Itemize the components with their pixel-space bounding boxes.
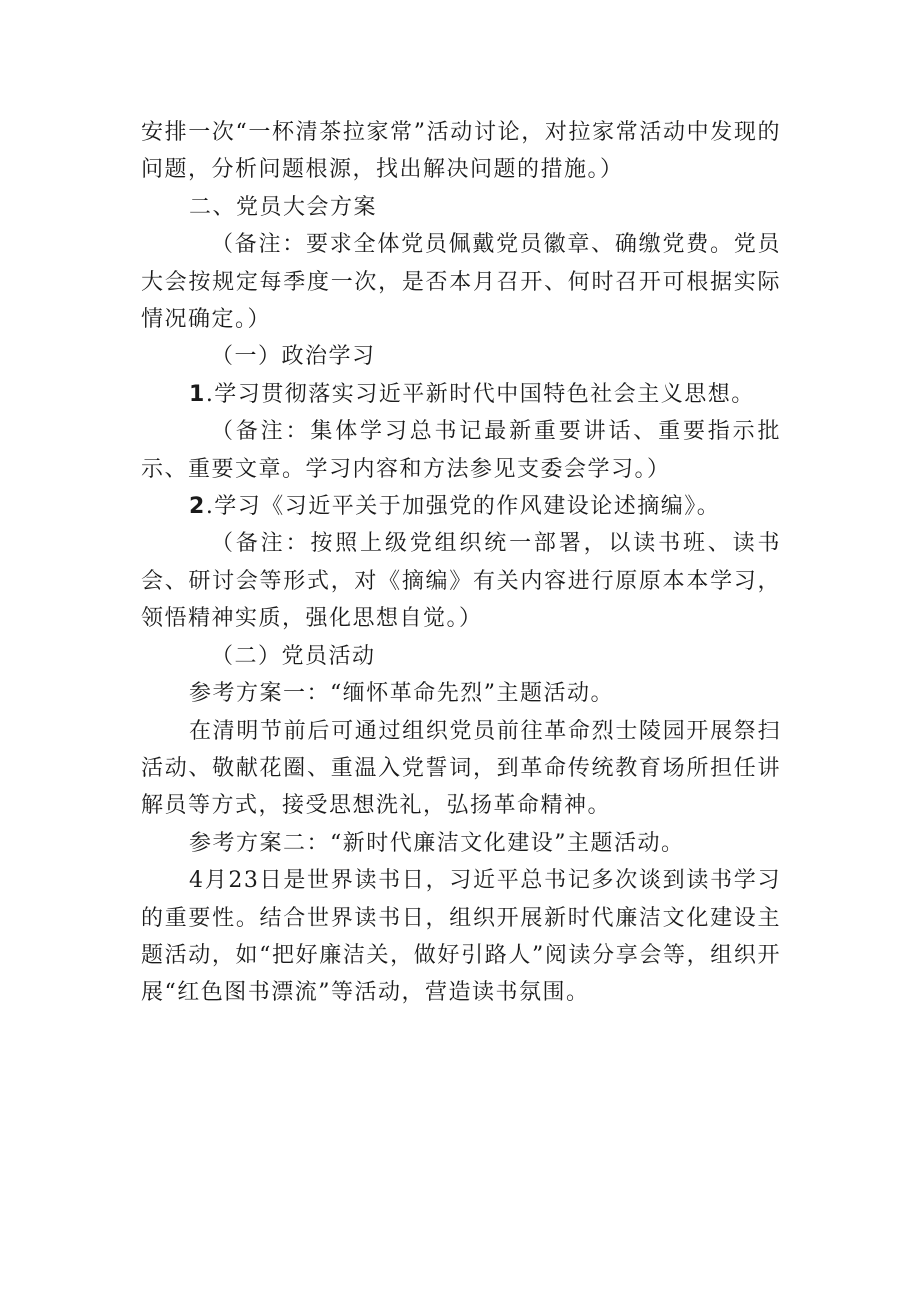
item-text: .学习贯彻落实习近平新时代中国特色社会主义思想。 (205, 381, 755, 407)
subsection-heading-political-study: （一）政治学习 (211, 344, 376, 370)
plan-two-heading: 参考方案二：“新时代廉洁文化建设”主题活动。 (189, 830, 685, 856)
note-paragraph: （备注：按照上级党组织统一部署，以读书班、读书会、研讨会等形式，对《摘编》有关内容进行原原本本学习，领悟精神实质，强化思想自觉。） (141, 531, 781, 632)
subsection-heading-party-activities: （二）党员活动 (211, 643, 376, 669)
paragraph-continuation: 安排一次“一杯清茶拉家常”活动讨论，对拉家常活动中发现的问题，分析问题根源，找出解决问题的措施。） (141, 120, 781, 183)
section-heading-party-congress: 二、党员大会方案 (189, 194, 378, 220)
plan-two-body: 4月23日是世界读书日，习近平总书记多次谈到读书学习的重要性。结合世界读书日，组织开展新时代廉洁文化建设主题活动，如“把好廉洁关，做好引路人”阅读分享会等，组织开展“红色图书漂流”等活动，营造读书氛围。 (141, 868, 781, 1006)
item-number: 2 (189, 494, 206, 520)
item-text: .学习《习近平关于加强党的作风建设论述摘编》。 (205, 494, 721, 520)
note-paragraph: （备注：集体学习总书记最新重要讲话、重要指示批示、重要文章。学习内容和方法参见支委会学习。） (141, 419, 781, 482)
document-body (141, 114, 781, 1012)
note-paragraph: （备注：要求全体党员佩戴党员徽章、确缴党费。党员大会按规定每季度一次，是否本月召开、何时召开可根据实际情况确定。） (141, 232, 781, 333)
item-number: 1 (189, 381, 206, 407)
plan-one-heading: 参考方案一：“缅怀革命先烈”主题活动。 (189, 681, 614, 707)
study-item-2 (141, 488, 781, 525)
study-item-1 (141, 376, 781, 413)
plan-one-body: 在清明节前后可通过组织党员前往革命烈士陵园开展祭扫活动、敬献花圈、重温入党誓词，到革命传统教育场所担任讲解员等方式，接受思想洗礼，弘扬革命精神。 (141, 718, 781, 819)
